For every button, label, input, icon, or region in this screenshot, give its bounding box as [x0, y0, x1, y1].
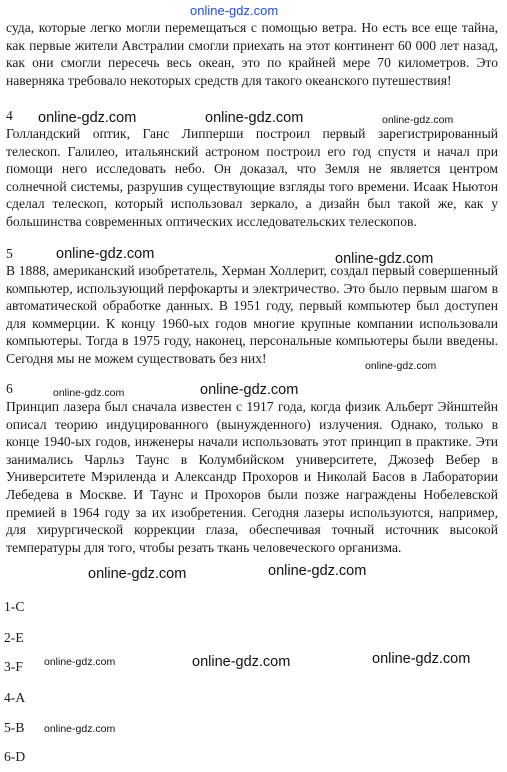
watermark: online-gdz.com: [190, 3, 279, 18]
watermark: online-gdz.com: [44, 656, 116, 668]
watermark: online-gdz.com: [44, 723, 116, 735]
answer-item: 5-B: [4, 720, 25, 735]
paragraph-4: Голландский оптик, Ганс Липперши построил первый зарегистрированный телескоп. Галилео, итальянский астроном построил его год спустя и начал при помощи него исследовать небо. Он доказал, что Земля не является центром солнечной системы, разрушив существующие взгляды того времени. Исаак Ньютон сделал телескоп, который использовал зеркало, а дизайн был такой же, как у большинства современных оптических исследовательских телескопов.: [6, 126, 498, 229]
answer-item: 3-F: [4, 659, 23, 674]
paragraph-5: В 1888, американский изобретатель, Херман Холлерит, создал первый совершенный компьютер, использующий перфокарты и электричество. Это было первым шагом в автоматической обработке данных. В 1951 году, первый компьютер был доступен для коммерции. К концу 1960-ых годов многие крупные компании использовали компьютеры. Тогда в 1975 году, наконец, персональные компьютеры были введены. Сегодня мы не можем существовать без них!: [6, 263, 498, 366]
answer-item: 2-E: [4, 630, 24, 645]
watermark: online-gdz.com: [56, 246, 155, 262]
paragraph-6: Принцип лазера был сначала известен с 1917 года, когда физик Альберт Эйнштейн описал теорию индуцированного (вынужденного) излучения. Однако, только в конце 1940-ых годов, инженеры начали использовать этот принцип в практике. Эти занимались Чарльз Таунс в Колумбийском университете, Джозеф Вебер в Университете Мэриленда и Александр Прохоров и Николай Басов в Лаборатории Лебедева в Москве. И Таунс и Прохоров были позже награждены Нобелевской премией в 1964 году за их изобретения. Сегодня лазеры используются, например, для хирургической коррекции глаза, обеспечивая точный источник высокой температуры для того, чтобы резать ткань человеческого организма.: [6, 399, 498, 555]
watermark: online-gdz.com: [335, 251, 434, 267]
watermark: online-gdz.com: [268, 563, 367, 579]
answer-item: 4-A: [4, 690, 26, 705]
paragraph-3-continuation: суда, которые легко могли перемещаться с помощью ветра. Но есть все еще тайна, как первые жители Австралии смогли приехать на этот континент 60 000 лет назад, как они смогли пересечь весь океан, это по крайней мере 70 километров. Это наверняка требовало некоторых средств для такого океанского путешествия!: [6, 20, 498, 88]
section-number-6: 6: [6, 381, 13, 396]
watermark: online-gdz.com: [382, 114, 454, 126]
answer-item: 6-D: [4, 749, 26, 764]
watermark: online-gdz.com: [192, 654, 291, 670]
section-number-4: 4: [6, 108, 13, 123]
watermark: online-gdz.com: [38, 110, 137, 126]
watermark: online-gdz.com: [365, 360, 437, 372]
watermark: online-gdz.com: [88, 566, 187, 582]
watermark: online-gdz.com: [205, 110, 304, 126]
watermark: online-gdz.com: [372, 651, 471, 667]
answer-item: 1-C: [4, 599, 25, 614]
section-number-5: 5: [6, 246, 13, 261]
watermark: online-gdz.com: [53, 387, 125, 399]
watermark: online-gdz.com: [200, 382, 299, 398]
